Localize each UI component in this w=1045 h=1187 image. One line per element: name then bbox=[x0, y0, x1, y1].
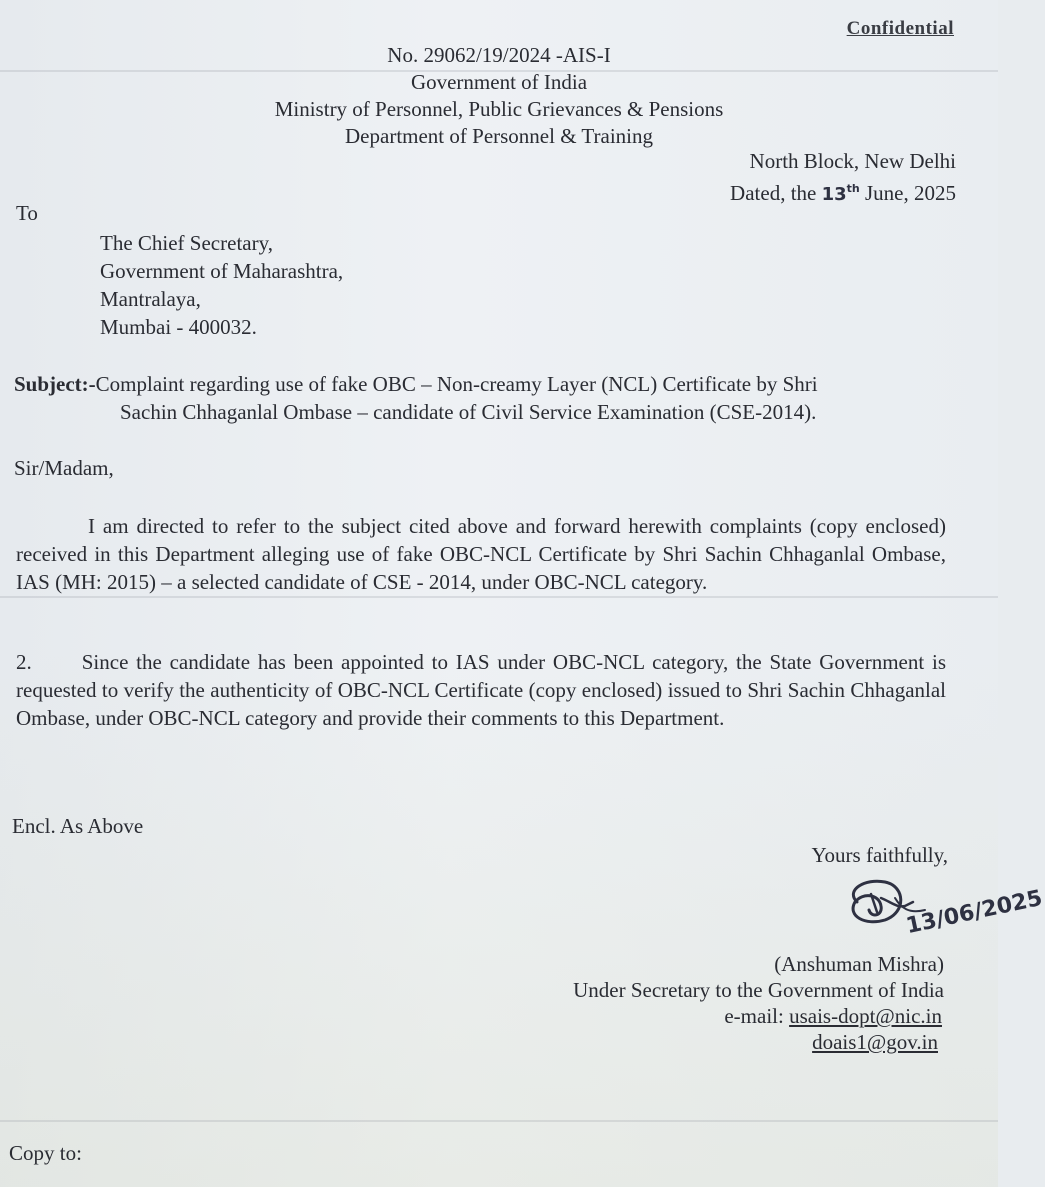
paragraph-2-number: 2. bbox=[16, 650, 32, 674]
ministry-name: Ministry of Personnel, Public Grievances & Pensions bbox=[274, 97, 724, 121]
yours-faithfully: Yours faithfully, bbox=[811, 843, 948, 867]
place: North Block, New Delhi bbox=[749, 149, 956, 173]
paragraph-1-text: I am directed to refer to the subject cited above and forward herewith complaints (copy enclosed) received in this Department alleging use of fake OBC-NCL Certificate by Shri Sachin Chhaganlal Ombase, IAS (MH: 2015) – a selected candidate of CSE - 2014, under OBC-NCL category. bbox=[16, 514, 946, 594]
to-label: To bbox=[16, 201, 38, 225]
subject-line-2: Sachin Chhaganlal Ombase – candidate of Civil Service Examination (CSE-2014). bbox=[120, 400, 817, 424]
subject-label: Subject:- bbox=[14, 372, 96, 396]
date-suffix-handwritten: th bbox=[846, 182, 860, 195]
addressee-line: Government of Maharashtra, bbox=[100, 259, 344, 283]
department-name: Department of Personnel & Training bbox=[345, 124, 653, 148]
date-day-handwritten: 13 bbox=[821, 184, 847, 205]
date-prefix: Dated, the bbox=[730, 181, 817, 205]
addressee-line: The Chief Secretary, bbox=[100, 231, 273, 255]
body-paragraph-1 bbox=[16, 512, 946, 596]
signatory-designation: Under Secretary to the Government of India bbox=[573, 978, 944, 1002]
body-paragraph-2 bbox=[16, 648, 946, 732]
email-link-2[interactable]: doais1@gov.in bbox=[812, 1030, 938, 1054]
government-name: Government of India bbox=[410, 70, 588, 94]
email-link-1[interactable]: usais-dopt@nic.in bbox=[789, 1004, 942, 1028]
salutation: Sir/Madam, bbox=[14, 456, 114, 480]
date-line bbox=[730, 175, 956, 208]
email-line-2 bbox=[812, 1029, 938, 1056]
signature bbox=[835, 872, 1045, 952]
file-number: No. 29062/19/2024 -AIS-I bbox=[387, 43, 611, 67]
paper-fold bbox=[0, 1120, 998, 1122]
enclosure: Encl. As Above bbox=[12, 814, 144, 838]
confidential-mark: Confidential bbox=[846, 18, 954, 39]
subject-line-1 bbox=[14, 371, 818, 397]
email-line-1 bbox=[724, 1003, 942, 1030]
email-label: e-mail: bbox=[724, 1004, 790, 1028]
copy-to-label: Copy to: bbox=[9, 1141, 82, 1165]
signature-date: 13/06/2025 bbox=[903, 885, 1045, 940]
paragraph-2-text: Since the candidate has been appointed to IAS under OBC-NCL category, the State Government is requested to verify the authenticity of OBC-NCL Certificate (copy enclosed) issued to Shri Sachin Chhaganlal Ombase, under OBC-NCL category and provide their comments to this Department. bbox=[16, 650, 946, 730]
paper-fold bbox=[0, 596, 998, 598]
signatory-name: (Anshuman Mishra) bbox=[774, 952, 944, 976]
addressee-line: Mumbai - 400032. bbox=[100, 315, 257, 339]
subject-text: Complaint regarding use of fake OBC – Non-creamy Layer (NCL) Certificate by Shri bbox=[95, 372, 818, 396]
addressee-line: Mantralaya, bbox=[100, 287, 201, 311]
date-month-year: June, 2025 bbox=[865, 181, 956, 205]
